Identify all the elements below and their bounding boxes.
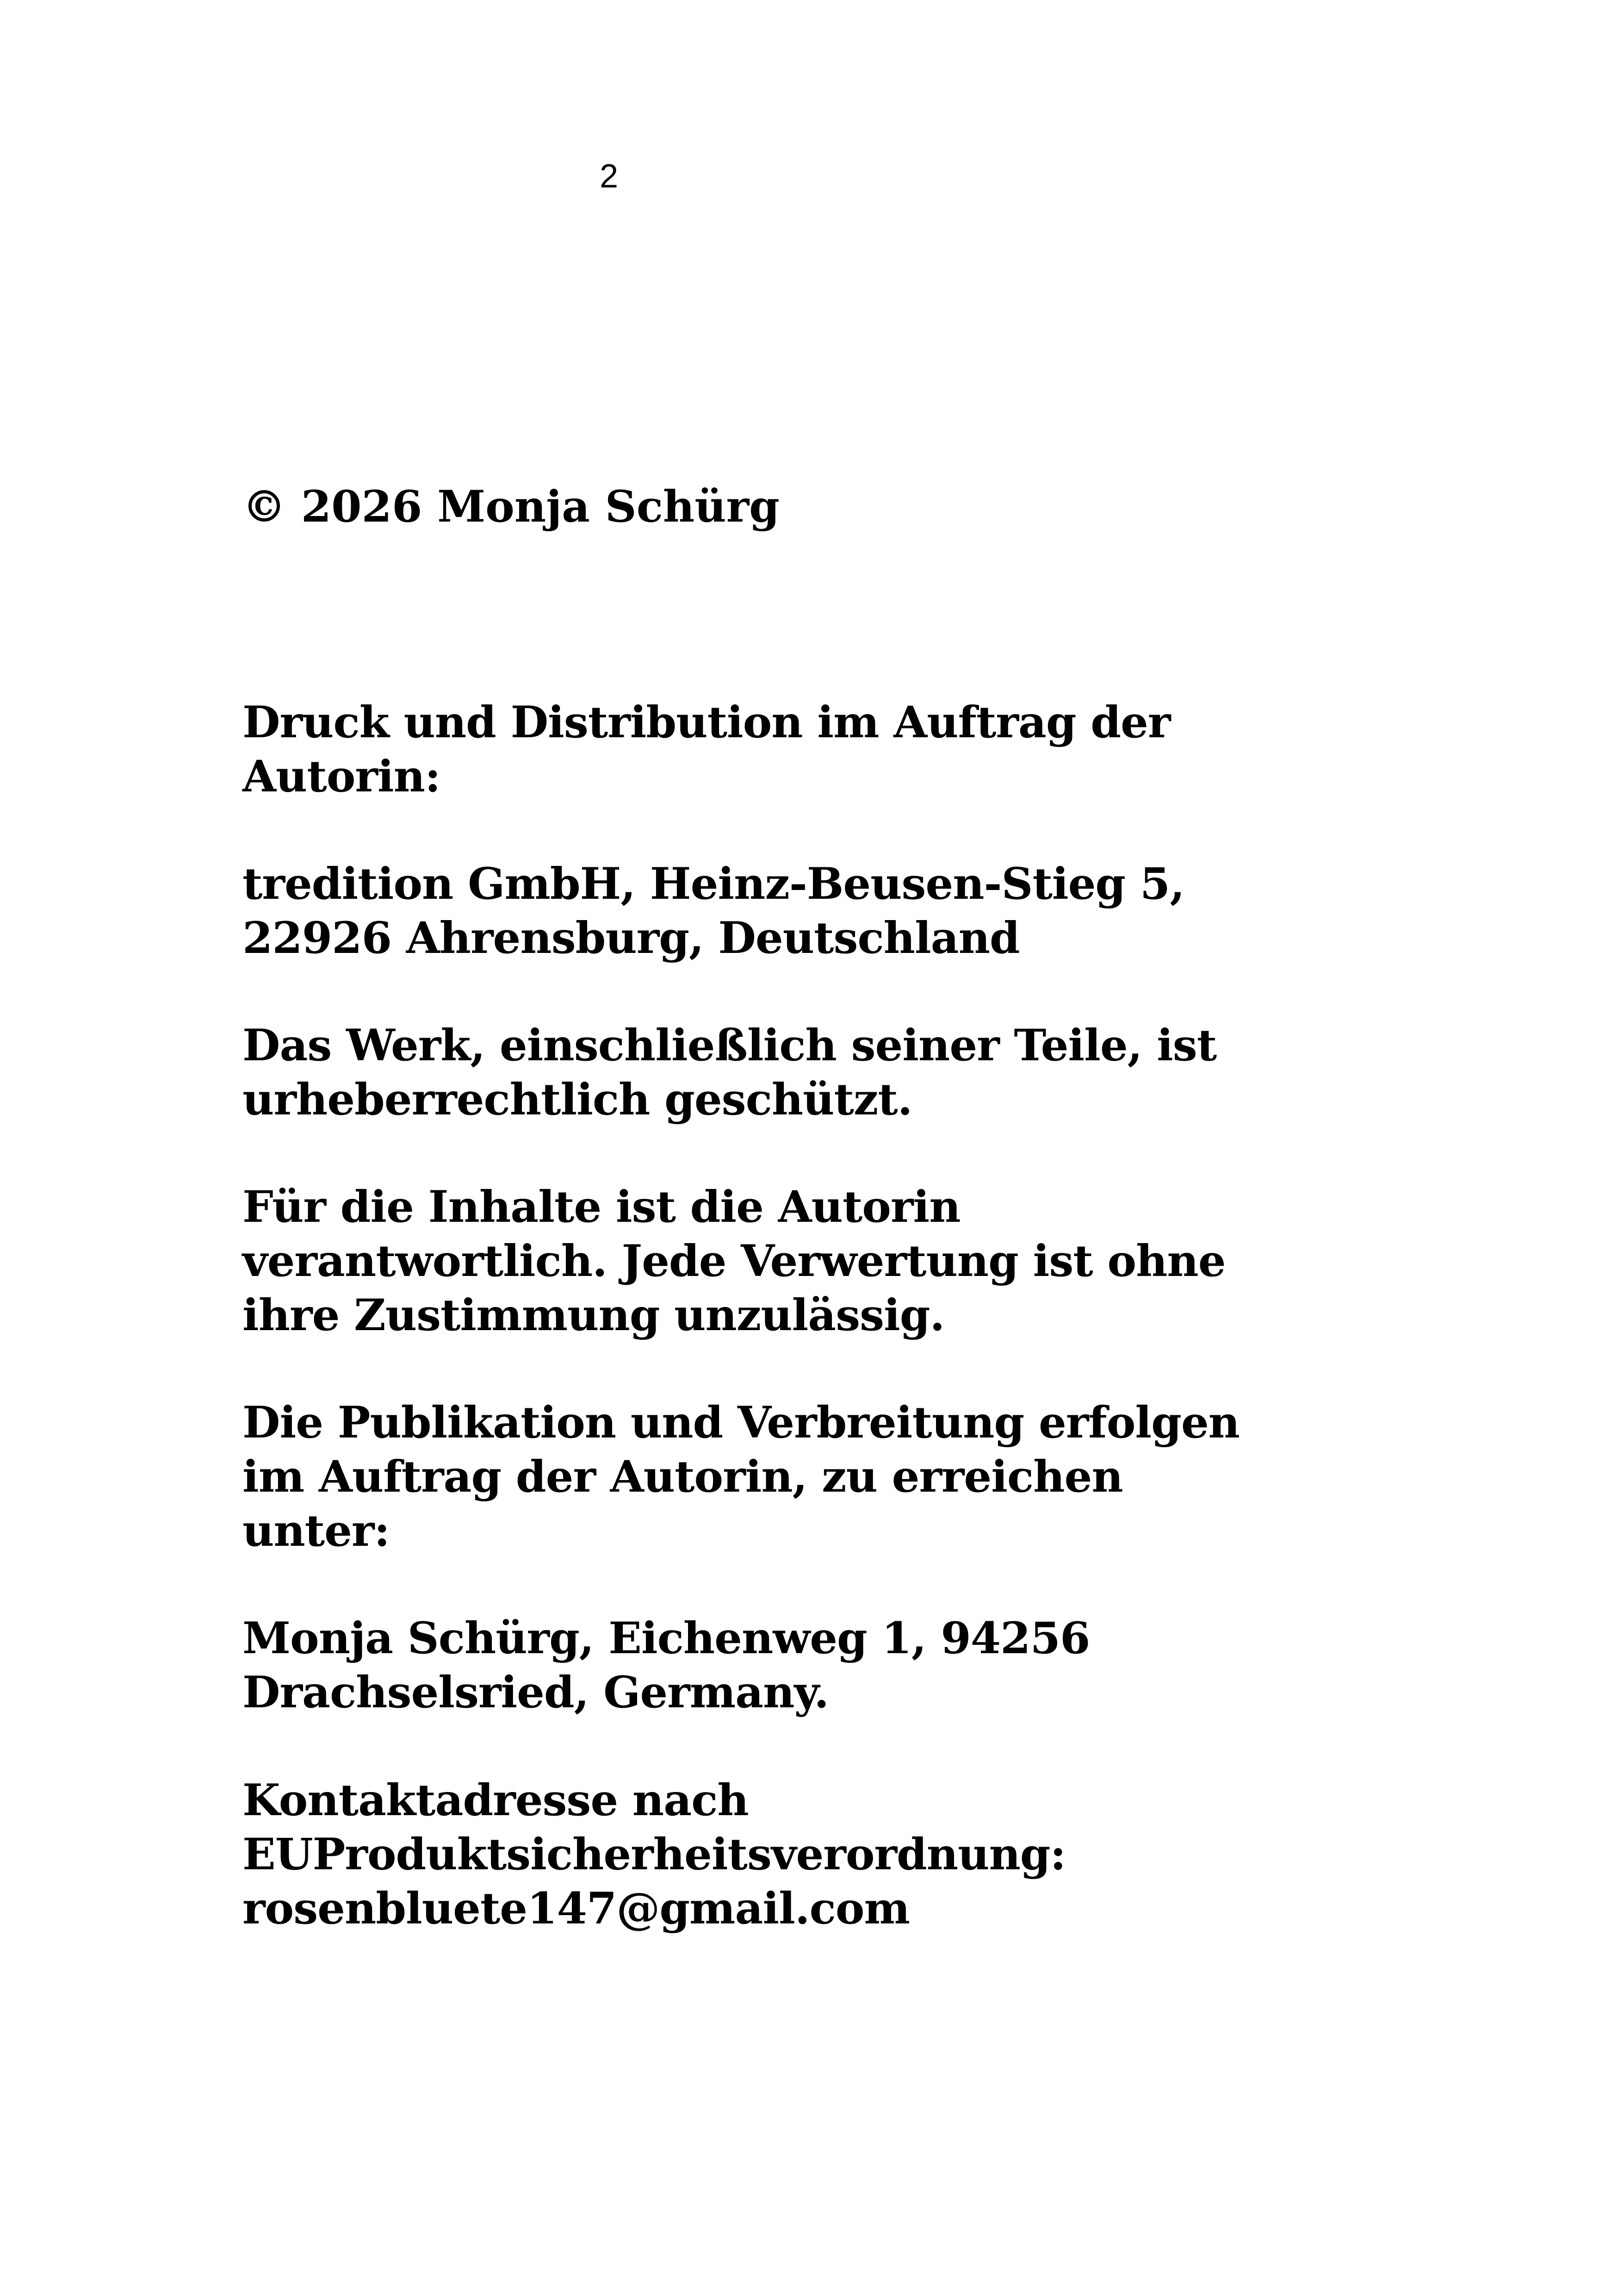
text-line: Monja Schürg, Eichenweg 1, 94256 — [242, 1613, 1090, 1664]
text-line: Druck und Distribution im Auftrag der — [242, 697, 1171, 748]
text-line: Die Publikation und Verbreitung erfolgen — [242, 1397, 1240, 1448]
text-line: im Auftrag der Autorin, zu erreichen — [242, 1451, 1123, 1502]
contact-paragraph — [242, 1773, 1066, 1936]
text-line: ihre Zustimmung unzulässig. — [242, 1290, 945, 1341]
publication-paragraph — [242, 1396, 1240, 1558]
text-line: Das Werk, einschließlich seiner Teile, ist — [242, 1020, 1217, 1071]
text-line: Autorin: — [242, 751, 440, 802]
copyright-notice: © 2026 Monja Schürg — [242, 481, 780, 532]
text-line: Kontaktadresse nach — [242, 1775, 749, 1826]
text-line: Drachselsried, Germany. — [242, 1667, 829, 1718]
text-line: verantwortlich. Jede Verwertung ist ohne — [242, 1236, 1226, 1287]
contact-email: rosenbluete147@gmail.com — [242, 1883, 910, 1934]
text-line: urheberrechtlich geschützt. — [242, 1074, 912, 1125]
copyright-protection-paragraph — [242, 1019, 1216, 1127]
text-line: Für die Inhalte ist die Autorin — [242, 1182, 961, 1232]
text-line: unter: — [242, 1506, 390, 1556]
printing-distribution-paragraph — [242, 696, 1170, 804]
author-address-paragraph — [242, 1612, 1090, 1720]
text-line: 22926 Ahrensburg, Deutschland — [242, 913, 1020, 964]
publisher-address-paragraph — [242, 857, 1184, 965]
page-number: 2 — [600, 158, 619, 195]
text-line: tredition GmbH, Heinz-Beusen-Stieg 5, — [242, 859, 1184, 909]
text-line: EUProduktsicherheitsverordnung: — [242, 1829, 1066, 1880]
responsibility-paragraph — [242, 1180, 1226, 1343]
